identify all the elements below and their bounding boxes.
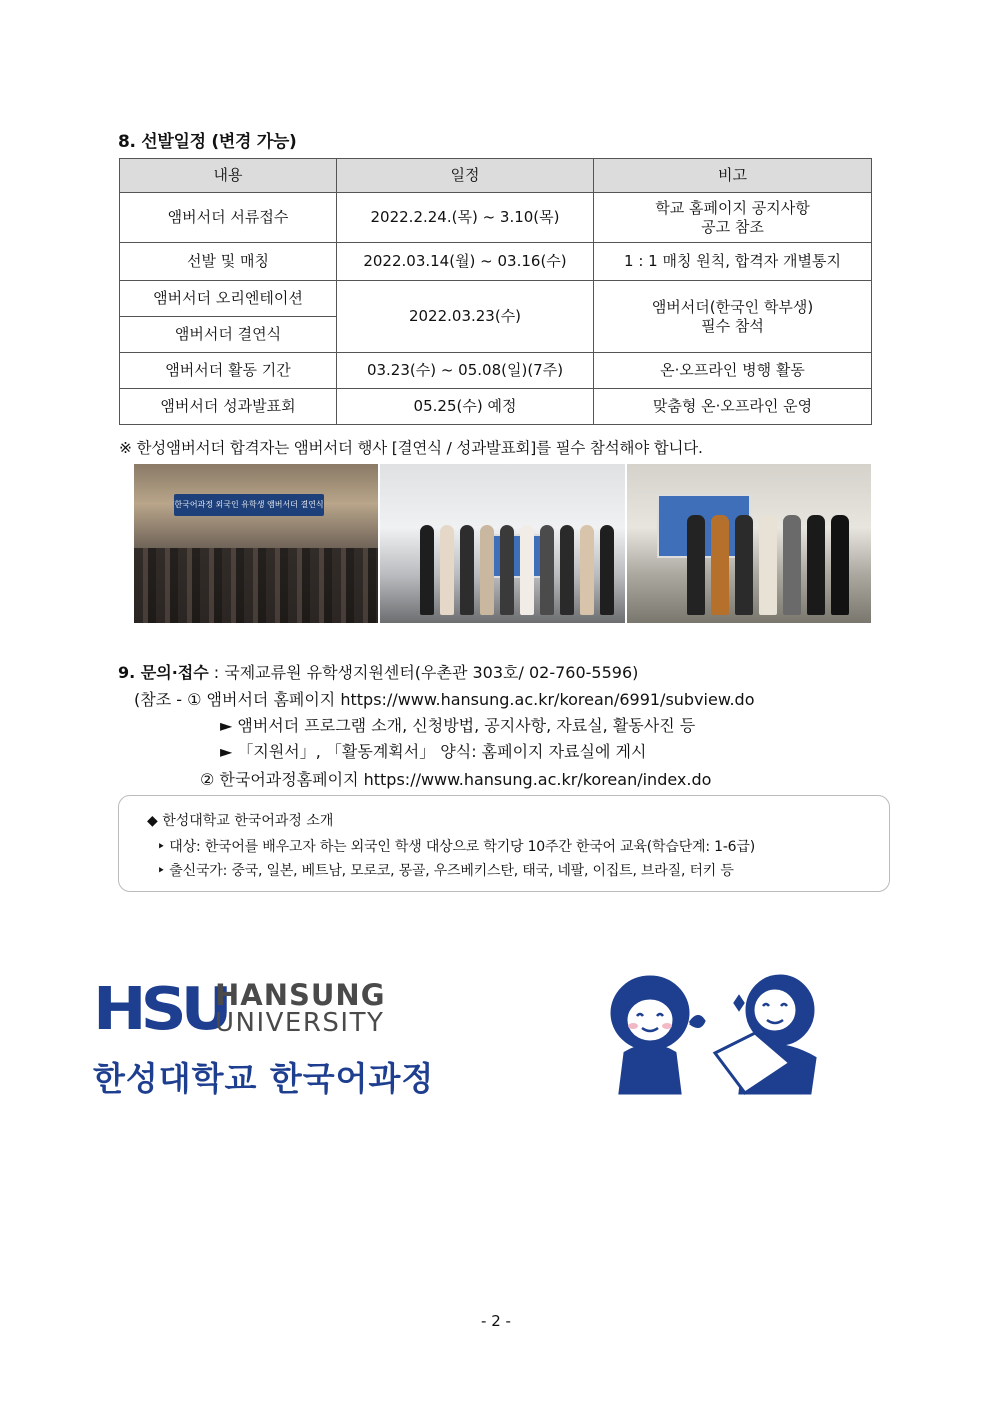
hsu-mark: HSU	[93, 975, 227, 1044]
table-cell: 학교 홈페이지 공지사항 공고 참조	[594, 193, 872, 243]
info-target: ‣ 대상: 한국어를 배우고자 하는 외국인 학생 대상으로 학기당 10주간 한국어 교육(학습단계: 1-6급)	[157, 839, 755, 855]
table-cell: 2022.03.23(수)	[337, 281, 594, 353]
table-cell: 온·오프라인 병행 활동	[594, 353, 872, 389]
wordmark-hansung: HANSUNG	[215, 978, 386, 1012]
program-info-box	[118, 795, 890, 892]
table-cell: 앰버서더 서류접수	[120, 193, 337, 243]
table-header-row	[120, 159, 872, 193]
table-header: 내용	[120, 159, 337, 193]
table-cell: 2022.03.14(월) ~ 03.16(수)	[337, 243, 594, 281]
group-photo	[627, 464, 871, 623]
table-cell: 03.23(수) ~ 05.08(일)(7주)	[337, 353, 594, 389]
section-8-title: 8. 선발일정 (변경 가능)	[118, 132, 297, 152]
korean-program-name: 한성대학교 한국어과정	[93, 1059, 435, 1098]
table-row	[120, 281, 872, 317]
table-cell: 05.25(수) 예정	[337, 389, 594, 425]
reference-1: (참조 - ① 앰버서더 홈페이지 https://www.hansung.ac.kr/korean/6991/subview.do	[134, 690, 755, 709]
inquiry-line	[118, 660, 638, 683]
attendance-notice: ※ 한성앰버서더 합격자는 앰버서더 행사 [결연식 / 성과발표회]를 필수 참석해야 합니다.	[119, 439, 703, 457]
presentation-photo	[380, 464, 624, 623]
page-number: - 2 -	[481, 1312, 511, 1330]
reference-1-detail-1: ► 앰버서더 프로그램 소개, 신청방법, 공지사항, 자료실, 활동사진 등	[220, 716, 696, 735]
mascot-icon	[595, 968, 835, 1103]
info-countries: ‣ 출신국가: 중국, 일본, 베트남, 모로코, 몽골, 우즈베키스탄, 태국, 네팔, 이집트, 브라질, 터키 등	[157, 863, 734, 879]
group-people	[420, 525, 614, 615]
inquiry-contact: : 국제교류원 유학생지원센터(우촌관 303호/ 02-760-5596)	[208, 663, 639, 682]
table-cell: 앰버서더 결연식	[120, 317, 337, 353]
hansung-logo	[93, 975, 386, 1044]
table-cell: 앰버서더 오리엔테이션	[120, 281, 337, 317]
table-header: 비고	[594, 159, 872, 193]
ceremony-photo	[134, 464, 378, 623]
university-wordmark	[215, 980, 386, 1038]
group-crowd	[134, 548, 378, 623]
table-row	[120, 193, 872, 243]
table-cell: 2022.2.24.(목) ~ 3.10(목)	[337, 193, 594, 243]
info-box-title: ◆ 한성대학교 한국어과정 소개	[147, 813, 334, 829]
schedule-table	[119, 158, 872, 425]
table-row	[120, 353, 872, 389]
event-photos	[134, 464, 871, 623]
table-header: 일정	[337, 159, 594, 193]
reference-2: ② 한국어과정홈페이지 https://www.hansung.ac.kr/korean/index.do	[200, 770, 712, 789]
table-row	[120, 389, 872, 425]
table-cell: 앰버서더 성과발표회	[120, 389, 337, 425]
table-cell: 앰버서더 활동 기간	[120, 353, 337, 389]
mascot-illustration	[595, 968, 835, 1107]
ceremony-banner: 한국어과정 외국인 유학생 앰버서더 결연식	[174, 494, 324, 516]
table-cell: 맞춤형 온·오프라인 운영	[594, 389, 872, 425]
table-cell: 1 : 1 매칭 원칙, 합격자 개별통지	[594, 243, 872, 281]
wordmark-university: UNIVERSITY	[215, 1008, 385, 1039]
table-row	[120, 243, 872, 281]
table-cell: 선발 및 매칭	[120, 243, 337, 281]
table-cell: 앰버서더(한국인 학부생) 필수 참석	[594, 281, 872, 353]
inquiry-label: 9. 문의·접수	[118, 663, 209, 682]
reference-1-detail-2: ► 「지원서」, 「활동계획서」 양식: 홈페이지 자료실에 게시	[220, 742, 647, 761]
group-people	[687, 515, 849, 615]
